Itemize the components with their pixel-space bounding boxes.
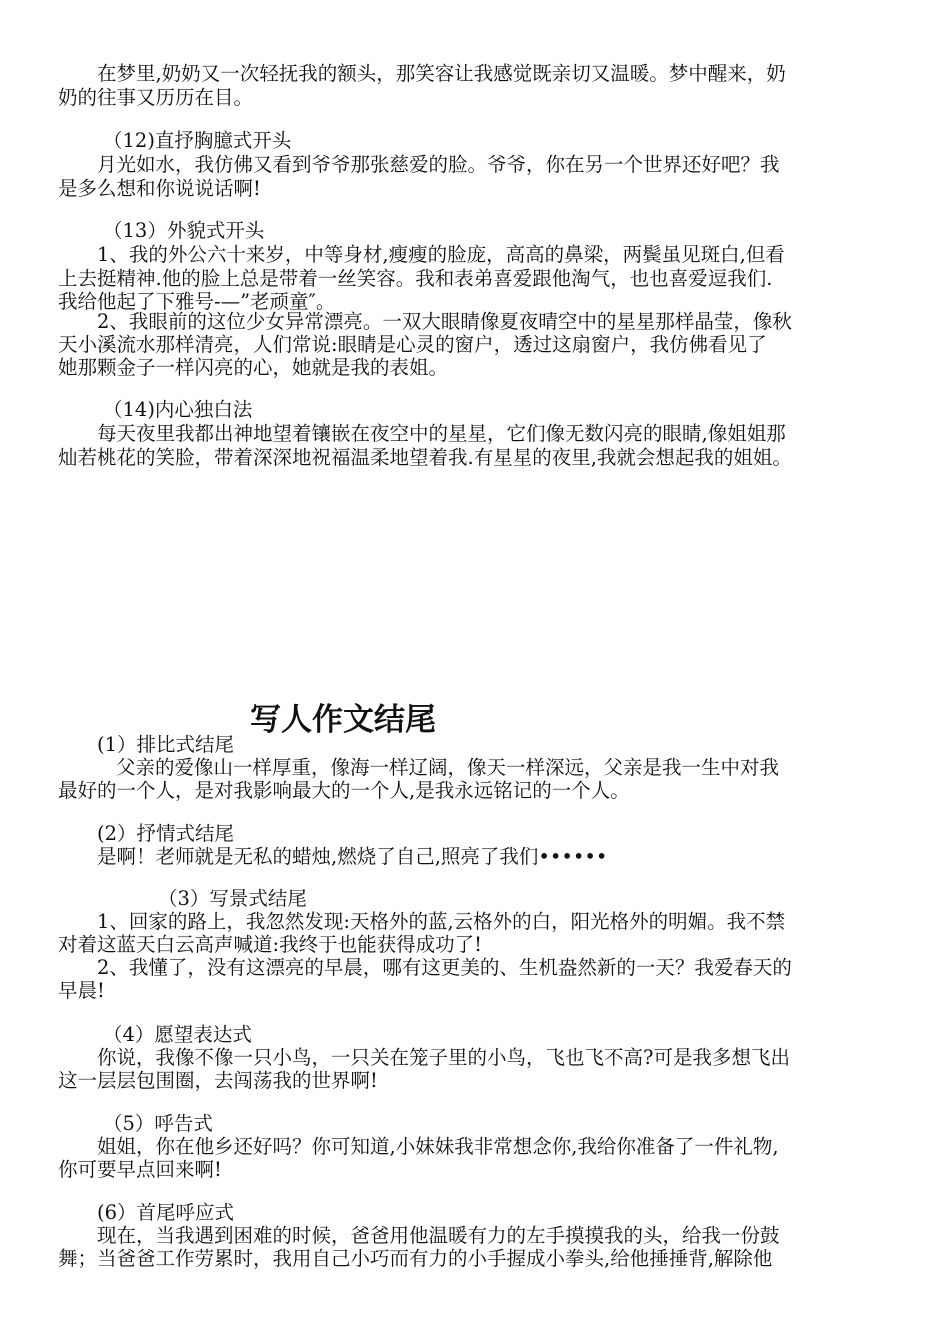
text-line: 在梦里,奶奶又一次轻抚我的额头，那笑容让我感觉既亲切又温暖。梦中醒来，奶: [97, 62, 786, 85]
text-line: 早晨!: [58, 979, 105, 1002]
text-line: 是啊！老师就是无私的蜡烛,燃烧了自己,照亮了我们••••••: [97, 845, 608, 868]
text-line: 现在，当我遇到困难的时候，爸爸用他温暖有力的左手摸摸我的头，给我一份鼓: [97, 1224, 780, 1247]
text-line: 你可要早点回来啊!: [58, 1158, 222, 1181]
section-heading: (6）首尾呼应式: [97, 1201, 235, 1224]
text-line: 2、我懂了，没有这漂亮的早晨，哪有这更美的、生机盎然新的一天？我爱春天的: [97, 956, 792, 979]
text-line: 最好的一个人，是对我影响最大的一个人,是我永远铭记的一个人。: [58, 779, 630, 802]
section-heading: （4）愿望表达式: [103, 1023, 252, 1046]
text-line: 每天夜里我都出神地望着镶嵌在夜空中的星星，它们像无数闪亮的眼睛,像姐姐那: [97, 422, 786, 445]
text-line: 2、我眼前的这位少女异常漂亮。一双大眼睛像夏夜晴空中的星星那样晶莹，像秋: [97, 310, 792, 333]
text-line: 父亲的爱像山一样厚重，像海一样辽阔，像天一样深远，父亲是我一生中对我: [116, 756, 780, 779]
section-heading: (1）排比式结尾: [97, 733, 235, 756]
text-line: 我给他起了下雅号-—”老顽童″。: [58, 290, 336, 313]
text-line: 是多么想和你说说话啊!: [58, 177, 261, 200]
page-title: 写人作文结尾: [250, 702, 436, 738]
text-line: 上去挺精神.他的脸上总是带着一丝笑容。我和表弟喜爱跟他淘气，也也喜爱逗我们.: [58, 267, 773, 290]
section-heading: （13）外貌式开头: [103, 219, 265, 242]
text-line: 1、我的外公六十来岁，中等身材,瘦瘦的脸庞，高高的鼻梁，两鬓虽见斑白,但看: [97, 243, 785, 266]
text-line: 她那颗金子一样闪亮的心，她就是我的表姐。: [58, 356, 449, 379]
text-line: 月光如水，我仿佛又看到爷爷那张慈爱的脸。爷爷，你在另一个世界还好吧？我: [97, 153, 780, 176]
text-line: 奶的往事又历历在目。: [58, 86, 254, 109]
text-line: 1、回家的路上，我忽然发现:天格外的蓝,云格外的白，阳光格外的明媚。我不禁: [97, 910, 786, 933]
text-line: 对着这蓝天白云高声喊道:我终于也能获得成功了!: [58, 933, 482, 956]
section-heading: （5）呼告式: [103, 1112, 213, 1135]
text-line: 天小溪流水那样清亮，人们常说:眼睛是心灵的窗户，透过这扇窗户，我仿佛看见了: [58, 333, 767, 356]
text-line: 这一层层包围圈，去闯荡我的世界啊!: [58, 1069, 378, 1092]
text-line: 舞；当爸爸工作劳累时，我用自己小巧而有力的小手握成小拳头,给他捶捶背,解除他: [58, 1247, 773, 1270]
text-line: 你说，我像不像一只小鸟，一只关在笼子里的小鸟，飞也飞不高?可是我多想飞出: [97, 1046, 790, 1069]
section-heading: (2）抒情式结尾: [97, 822, 235, 845]
section-heading: （3）写景式结尾: [158, 887, 307, 910]
section-heading: （14)内心独白法: [103, 398, 253, 421]
text-line: 灿若桃花的笑脸，带着深深地祝福温柔地望着我.有星星的夜里,我就会想起我的姐姐。: [58, 446, 792, 469]
section-heading: （12)直抒胸臆式开头: [103, 129, 292, 152]
text-line: 姐姐，你在他乡还好吗？你可知道,小妹妹我非常想念你,我给你准备了一件礼物,: [97, 1135, 779, 1158]
